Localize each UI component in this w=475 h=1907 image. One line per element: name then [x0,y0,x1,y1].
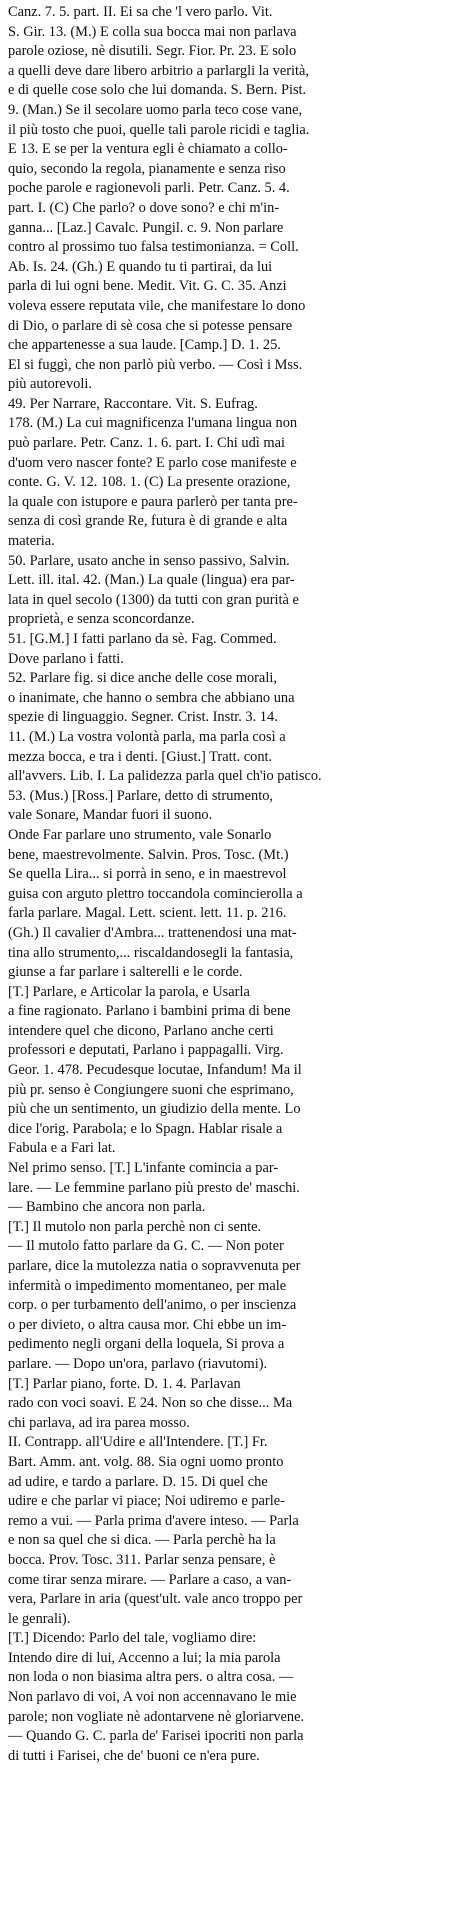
text-line: a fine ragionato. Parlano i bambini prima di bene [8,1003,291,1020]
text-line: bene, maestrevolmente. Salvin. Pros. Tosc. (Mt.) [8,846,289,863]
text-line: può parlare. Petr. Canz. 1. 6. part. I. Chi udì mai [8,435,285,452]
text-line: dice l'orig. Parabola; e lo Spagn. Hablar risale a [8,1120,283,1137]
text-line: proprietà, e senza sconcordanze. [8,611,195,628]
text-line: 53. (Mus.) [Ross.] Parlare, detto di strumento, [8,787,273,804]
text-line: Non parlavo di voi, A voi non accennavano le mie [8,1689,297,1706]
text-line: di tutti i Farisei, che de' buoni ce n'era pure. [8,1747,260,1764]
text-line: corp. o per turbamento dell'animo, o per inscienza [8,1297,297,1314]
text-line: e non sa quel che si dica. — Parla perchè ha la [8,1532,276,1549]
text-line: la quale con istupore e paura parlerò per tanta pre- [8,493,298,510]
text-line: di Dio, o parlare di sè cosa che si potesse pensare [8,317,293,334]
text-line: spezie di linguaggio. Segner. Crist. Instr. 3. 14. [8,709,278,726]
text-line: — Bambino che ancora non parla. [8,1199,206,1216]
text-line: tina allo strumento,... riscaldandosegli la fantasia, [8,944,294,961]
text-line: vera, Parlare in aria (quest'ult. vale anco troppo per [8,1591,303,1608]
text-line: le genrali). [8,1610,71,1627]
text-line: — Il mutolo fatto parlare da G. C. — Non poter [8,1238,284,1255]
text-line: Geor. 1. 478. Pecudesque locutae, Infandum! Ma il [8,1062,302,1079]
text-line: parole; non vogliate nè adontarvene nè gloriarvene. [8,1708,305,1725]
text-line: il più tosto che puoi, quelle tali parole ricidi e taglia. [8,121,310,138]
text-line: lata in quel secolo (1300) da tutti con gran purità e [8,591,299,608]
text-line: parla di lui ogni bene. Medit. Vit. G. C. 35. Anzi [8,278,287,295]
text-line: lare. — Le femmine parlano più presto de' maschi. [8,1179,300,1196]
text-line: Canz. 7. 5. part. II. Ei sa che 'l vero parlo. Vit. [8,4,273,20]
text-line: Ab. Is. 24. (Gh.) E quando tu ti partirai, da lui [8,258,273,275]
text-line: contro al prossimo tuo falsa testimonianza. = Coll. [8,239,299,256]
text-line: o inanimate, che hanno o sembra che abbiano una [8,689,295,706]
text-line: Dove parlano i fatti. [8,650,124,667]
text-line: all'avvers. Lib. I. La palidezza parla quel ch'io patisco. [8,768,322,785]
text-line: 49. Per Narrare, Raccontare. Vit. S. Eufrag. [8,395,258,412]
text-line: udire e che parlar vi piace; Noi udiremo e parle- [8,1493,285,1510]
text-line: più autorevoli. [8,376,92,393]
text-line: remo a vui. — Parla prima d'avere inteso. — Parla [8,1512,299,1529]
text-line: [T.] Dicendo: Parlo del tale, vogliamo dire: [8,1630,257,1647]
text-line: farla parlare. Magal. Lett. scient. lett. 11. p. 216. [8,905,287,922]
text-line: chi parlava, ad ira parea mosso. [8,1414,190,1431]
text-line: (Gh.) Il cavalier d'Ambra... trattenendosi una mat- [8,924,297,941]
text-line: [T.] Parlar piano, forte. D. 1. 4. Parlavan [8,1375,241,1392]
text-line: 178. (M.) La cui magnificenza l'umana lingua non [8,415,298,432]
text-line: parole oziose, nè disutili. Segr. Fior. Pr. 23. E solo [8,43,297,60]
text-line: II. Contrapp. all'Udire e all'Intendere. [T.] Fr. [8,1434,268,1451]
text-line: materia. [8,533,55,550]
text-line: più pr. senso è Congiungere suoni che esprimano, [8,1081,294,1098]
text-line: Se quella Lira... si porrà in seno, e in maestrevol [8,866,287,883]
text-line: quio, secondo la regola, pianamente e senza riso [8,160,286,177]
text-line: intendere quel che dicono, Parlano anche certi [8,1022,274,1039]
text-line: Fabula e a Fari lat. [8,1140,116,1157]
text-line: giunse a far parlare i salterelli e le corde. [8,964,243,981]
text-line: senza di così grande Re, futura è di grande e alta [8,513,288,530]
text-line: [T.] Il mutolo non parla perchè non ci sente. [8,1218,262,1235]
text-line: mezza bocca, e tra i denti. [Giust.] Tratt. cont. [8,748,273,765]
text-line: a quelli deve dare libero arbitrio a parlargli la verità, [8,62,310,79]
text-line: guisa con arguto plettro toccandola comincierolla a [8,885,303,902]
text-line: 52. Parlare fig. si dice anche delle cose morali, [8,670,277,687]
text-line: più che un sentimento, un giudizio della mente. Lo [8,1101,301,1118]
text-line: parlare. — Dopo un'ora, parlavo (riavutomi). [8,1355,268,1372]
text-line: part. I. (C) Che parlo? o dove sono? e chi m'in- [8,199,280,216]
text-line: bocca. Prov. Tosc. 311. Parlar senza pensare, è [8,1551,276,1568]
text-line: — Quando G. C. parla de' Farisei ipocriti non parla [8,1728,304,1745]
text-line: 51. [G.M.] I fatti parlano da sè. Fag. Commed. [8,631,277,647]
text-line: Lett. ill. ital. 42. (Man.) La quale (lingua) era par- [8,572,295,589]
text-line: ganna... [Laz.] Cavalc. Pungil. c. 9. Non parlare [8,219,284,236]
text-line: come tirar senza mirare. — Parlare a caso, a van- [8,1571,292,1588]
text-line: El si fuggì, che non parlò più verbo. — Così i Mss. [8,356,303,373]
text-line: Nel primo senso. [T.] L'infante comincia a par- [8,1160,279,1177]
text-line: professori e deputati, Parlano i pappagalli. Virg. [8,1042,284,1059]
text-line: ad udire, e tardo a parlare. D. 15. Di quel che [8,1473,268,1490]
text-line: conte. G. V. 12. 108. 1. (C) La presente orazione, [8,474,291,491]
text-line: vale Sonare, Mandar fuori il suono. [8,807,213,824]
text-line: S. Gir. 13. (M.) E colla sua bocca mai non parlava [8,23,297,40]
text-line: Intendo dire di lui, Accenno a lui; la mia parola [8,1649,281,1666]
text-line: d'uom vero nascer fonte? E parlo cose manifeste e [8,454,297,471]
text-line: parlare, dice la mutolezza natia o sopravvenuta per [8,1258,301,1274]
text-line: e di quelle cose solo che lui domanda. S. Bern. Pist. [8,82,307,99]
text-line: Bart. Amm. ant. volg. 88. Sia ogni uomo pronto [8,1453,284,1470]
text-line: voleva essere reputata vile, che manifestare lo dono [8,297,306,314]
text-line: rado con voci soavi. E 24. Non so che disse... Ma [8,1395,293,1412]
text-line: poche parole e ragionevoli parli. Petr. Canz. 5. 4. [8,180,290,197]
text-line: [T.] Parlare, e Articolar la parola, e Usarla [8,983,250,1000]
text-line: 9. (Man.) Se il secolare uomo parla teco cose vane, [8,101,303,118]
text-line: pedimento negli organi della loquela, Si prova a [8,1336,285,1353]
text-line: E 13. E se per la ventura egli è chiamato a collo- [8,141,288,158]
text-line: che appartenesse a sua laude. [Camp.] D. 1. 25. [8,337,281,354]
text-line: non loda o non biasima altra pers. o altra cosa. — [8,1669,294,1686]
text-line: o per divieto, o altra causa mor. Chi ebbe un im- [8,1316,287,1333]
text-line: 11. (M.) La vostra volontà parla, ma parla così a [8,728,286,745]
text-line: 50. Parlare, usato anche in senso passivo, Salvin. [8,552,290,569]
text-line: Onde Far parlare uno strumento, vale Sonarlo [8,826,272,843]
text-line: infermità o impedimento momentaneo, per male [8,1277,287,1294]
